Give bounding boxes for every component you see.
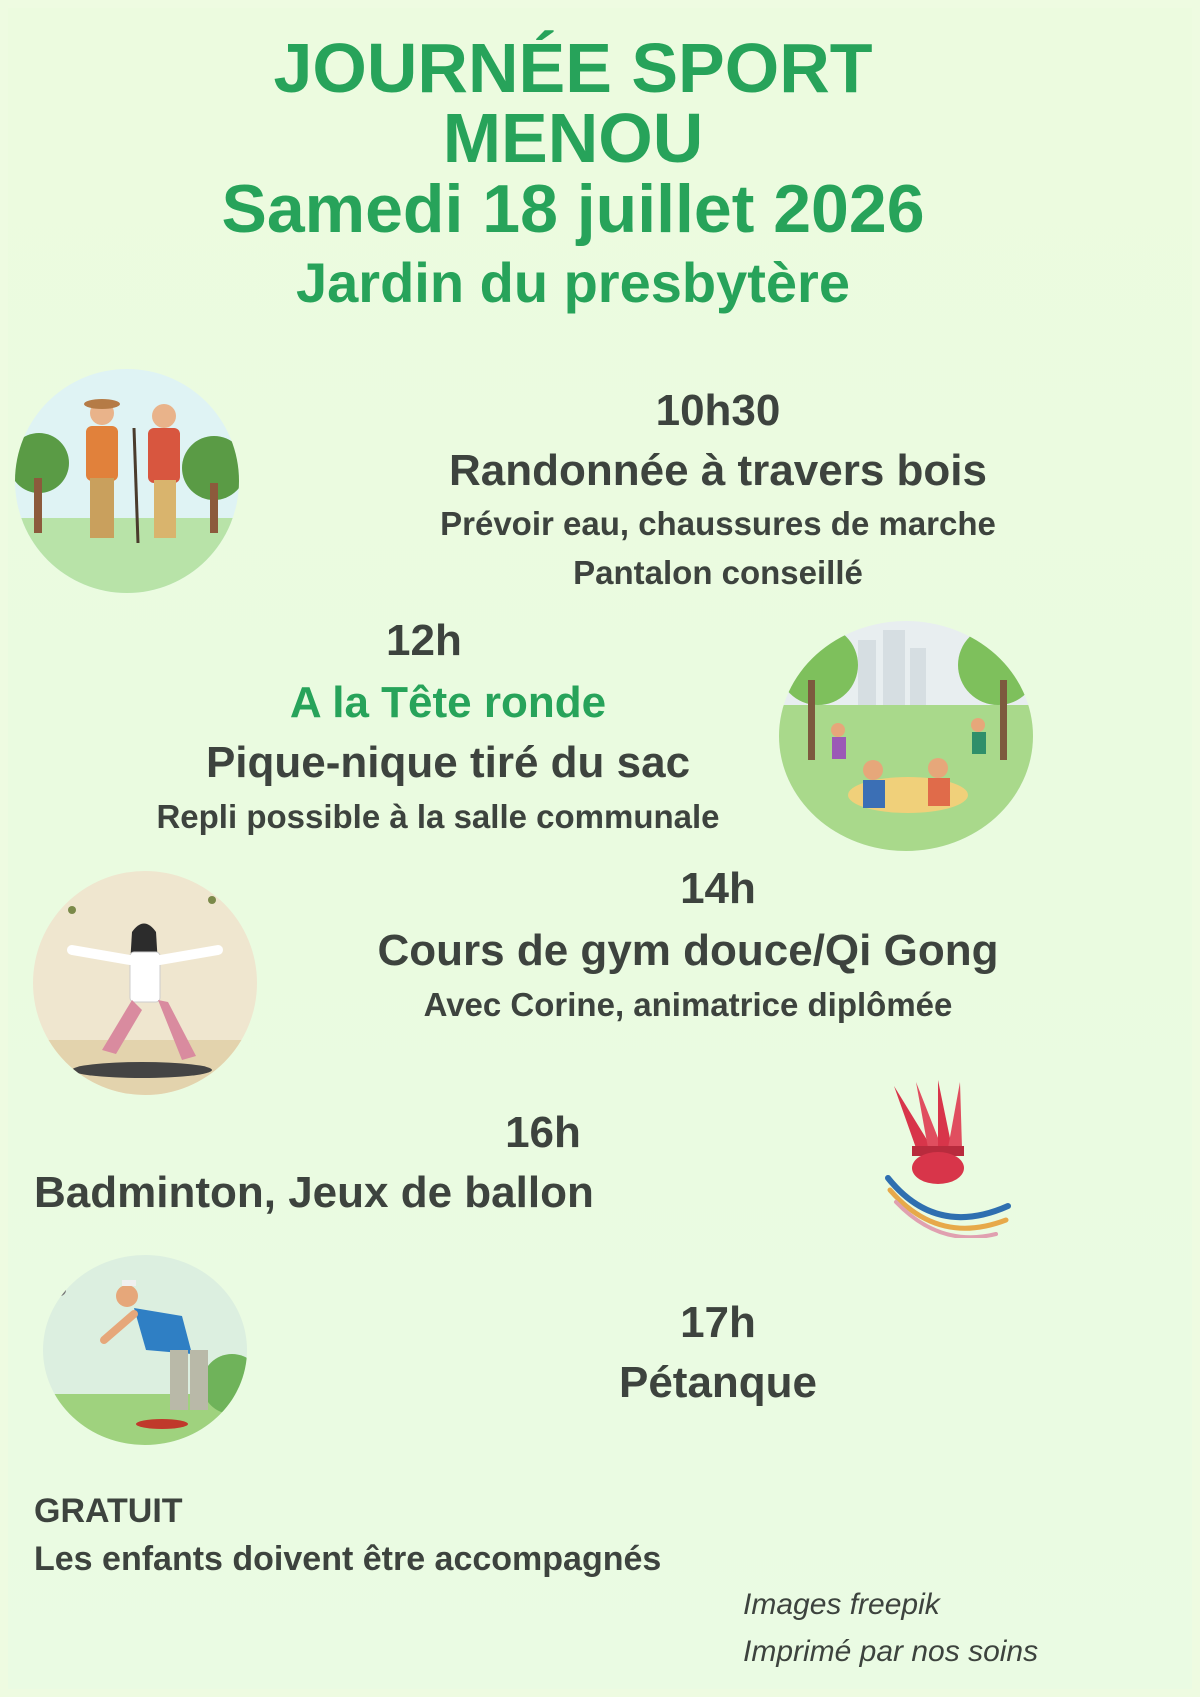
event-title: Randonnée à travers bois — [449, 446, 987, 495]
event-title: Pétanque — [618, 1358, 818, 1407]
event-time: 17h — [680, 1298, 756, 1347]
event-note: Repli possible à la salle communale — [156, 798, 720, 835]
event-title: Cours de gym douce/Qi Gong — [377, 926, 999, 975]
image-credit: Images freepik — [743, 1588, 940, 1621]
qi-gong-illustration — [32, 870, 258, 1096]
children-note: Les enfants doivent être accompagnés — [34, 1540, 662, 1578]
event-note: Pantalon conseillé — [573, 554, 863, 591]
event-note: Avec Corine, animatrice diplômée — [423, 986, 953, 1023]
event-time: 10h30 — [655, 386, 781, 435]
picnic-illustration — [778, 620, 1034, 852]
event-note: Prévoir eau, chaussures de marche — [440, 505, 996, 542]
event-place: A la Tête ronde — [289, 678, 607, 727]
event-time: 16h — [505, 1108, 581, 1157]
event-date: Samedi 18 juillet 2026 — [221, 171, 925, 247]
event-location: Jardin du presbytère — [296, 251, 850, 314]
title-line-1: JOURNÉE SPORT — [273, 29, 873, 107]
event-time: 14h — [680, 864, 756, 913]
hikers-illustration — [14, 368, 240, 594]
event-time: 12h — [386, 616, 462, 665]
flyer-page — [8, 8, 1192, 1689]
title-line-2: MENOU — [442, 99, 704, 177]
print-credit: Imprimé par nos soins — [743, 1635, 1039, 1668]
event-title: Badminton, Jeux de ballon — [34, 1168, 594, 1217]
shuttlecock-illustration — [876, 1078, 1016, 1238]
free-label: GRATUIT — [34, 1492, 183, 1530]
event-title: Pique-nique tiré du sac — [205, 738, 691, 787]
petanque-illustration — [42, 1254, 248, 1446]
